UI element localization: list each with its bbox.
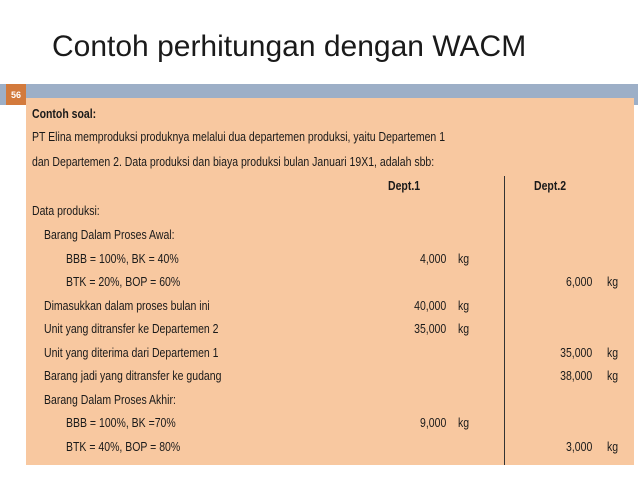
row-label: Dimasukkan dalam proses bulan ini bbox=[44, 298, 210, 313]
row-label: BBB = 100%, BK = 40% bbox=[66, 251, 179, 266]
slide-title: Contoh perhitungan dengan WACM bbox=[52, 30, 527, 63]
row-label: BTK = 40%, BOP = 80% bbox=[66, 439, 181, 454]
dept1-unit: kg bbox=[458, 322, 470, 336]
spreadsheet-excerpt bbox=[26, 98, 634, 465]
dept2-value: 6,000 bbox=[565, 275, 592, 289]
dept1-value: 9,000 bbox=[419, 416, 446, 430]
intro-line-2: dan Departemen 2. Data produksi dan biaya produksi bulan Januari 19X1, adalah sbb: bbox=[32, 155, 435, 169]
dept2-value: 38,000 bbox=[559, 369, 592, 383]
row-label: Unit yang ditransfer ke Departemen 2 bbox=[44, 322, 219, 336]
dept1-unit: kg bbox=[458, 416, 470, 430]
intro-line-1: PT Elina memproduksi produknya melalui dua departemen produksi, yaitu Departemen 1 bbox=[32, 130, 446, 144]
dept2-value: 35,000 bbox=[559, 345, 592, 360]
sheet-heading: Contoh soal: bbox=[32, 107, 97, 121]
dept1-value: 40,000 bbox=[413, 298, 446, 313]
row-label: Unit yang diterima dari Departemen 1 bbox=[44, 345, 219, 360]
dept2-unit: kg bbox=[607, 369, 619, 383]
column-header-dept1: Dept.1 bbox=[388, 179, 421, 193]
dept2-unit: kg bbox=[607, 439, 619, 454]
section-label: Data produksi: bbox=[32, 204, 100, 218]
column-divider-top bbox=[504, 178, 505, 208]
dept2-unit: kg bbox=[607, 345, 619, 360]
row-label: BBB = 100%, BK =70% bbox=[66, 416, 176, 430]
column-divider bbox=[504, 176, 505, 465]
row-label: Barang jadi yang ditransfer ke gudang bbox=[44, 369, 222, 383]
dept1-unit: kg bbox=[458, 298, 470, 313]
dept1-unit: kg bbox=[458, 251, 470, 266]
dept1-value: 35,000 bbox=[413, 322, 446, 336]
dept2-unit: kg bbox=[607, 275, 619, 289]
dept2-value: 3,000 bbox=[565, 439, 592, 454]
row-label: Barang Dalam Proses Akhir: bbox=[44, 392, 176, 407]
column-header-dept2: Dept.2 bbox=[534, 179, 567, 193]
dept1-value: 4,000 bbox=[419, 251, 446, 266]
row-label: BTK = 20%, BOP = 60% bbox=[66, 275, 181, 289]
slide-number: 56 bbox=[6, 84, 26, 105]
row-label: Barang Dalam Proses Awal: bbox=[44, 228, 175, 242]
